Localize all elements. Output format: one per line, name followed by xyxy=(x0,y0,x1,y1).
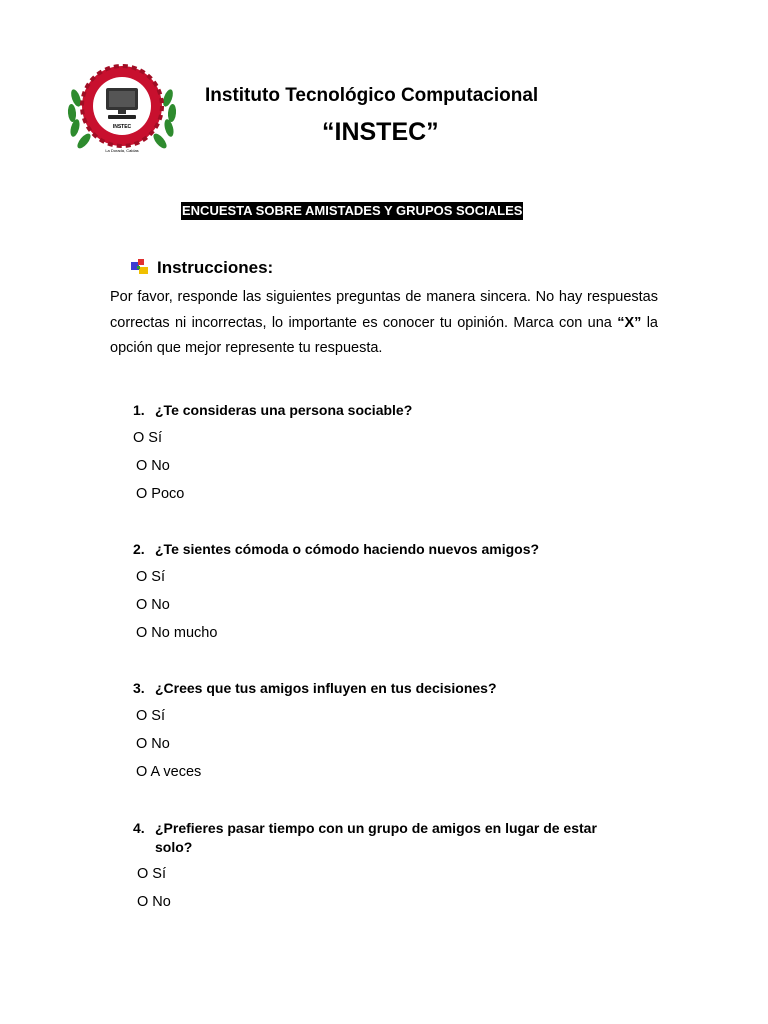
question-number: 1. xyxy=(133,402,145,418)
instructions-heading: Instrucciones: xyxy=(157,258,274,277)
question-text: ¿Crees que tus amigos influyen en tus decisiones? xyxy=(155,680,497,696)
question-4 xyxy=(133,819,597,857)
svg-text:INSTEC: INSTEC xyxy=(112,124,132,130)
question-1 xyxy=(133,402,412,418)
option-si[interactable]: O Sí xyxy=(133,430,163,446)
bullet-icon xyxy=(131,259,149,275)
option-no[interactable]: O No xyxy=(136,736,170,752)
instructions-mark: “X” xyxy=(617,314,642,331)
question-2 xyxy=(133,541,539,557)
question-number: 3. xyxy=(133,680,145,696)
question-text-continued: solo? xyxy=(155,839,193,855)
option-no[interactable]: O No xyxy=(136,597,170,613)
option-si[interactable]: O Sí xyxy=(136,569,166,585)
option-a-veces[interactable]: O A veces xyxy=(136,764,202,780)
institution-logo xyxy=(62,58,182,158)
option-no-mucho[interactable]: O No mucho xyxy=(136,625,218,641)
instructions-text xyxy=(110,285,658,362)
svg-text:La Dorada, Caldas: La Dorada, Caldas xyxy=(105,148,139,153)
option-si[interactable]: O Sí xyxy=(136,708,166,724)
instructions-text-part2: la opción que mejor represente tu respuesta. xyxy=(110,314,658,356)
question-3 xyxy=(133,680,497,696)
option-poco[interactable]: O Poco xyxy=(136,486,185,502)
option-no[interactable]: O No xyxy=(136,458,170,474)
question-number: 4. xyxy=(133,820,145,836)
survey-title: ENCUESTA SOBRE AMISTADES Y GRUPOS SOCIALES xyxy=(182,203,523,218)
question-text: ¿Te sientes cómoda o cómodo haciendo nuevos amigos? xyxy=(155,541,540,557)
institution-name: Instituto Tecnológico Computacional xyxy=(205,85,539,106)
question-text: ¿Te consideras una persona sociable? xyxy=(155,402,413,418)
option-si[interactable]: O Sí xyxy=(137,866,167,882)
option-no[interactable]: O No xyxy=(137,894,171,910)
institution-short-name: “INSTEC” xyxy=(322,118,439,146)
question-number: 2. xyxy=(133,541,145,557)
question-text: ¿Prefieres pasar tiempo con un grupo de amigos en lugar de estar xyxy=(155,820,597,836)
instructions-text-part1: Por favor, responde las siguientes preguntas de manera sincera. No hay respuestas correctas ni incorrectas, lo importante es conocer tu opinión. Marca con una xyxy=(110,289,658,331)
